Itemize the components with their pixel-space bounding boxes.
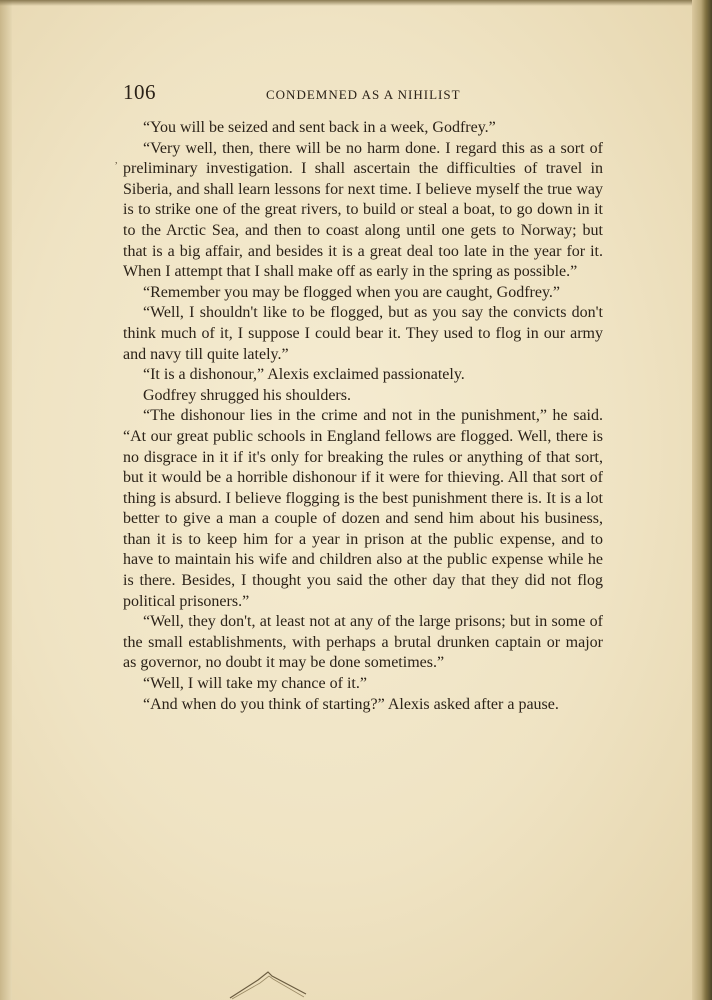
paragraph: “And when do you think of starting?” Alexis asked after a pause. [143,695,559,713]
paragraph: “The dishonour lies in the crime and not in the punishment,” he said. “At our great public schools in England fellows are flogged. Well, there is no disgrace in it if it's only for breaking the rules or anything of that sort, but it would be a horrible dishonour if it were for thieving. All that sort of thing is absurd. I believe flogging is the best punishment there is. It is a lot better to give a man a couple of dozen and send him about his business, than it is to keep him for a year in prison at the public expense, and to have to maintain his wife and children also at the public expense while he is there. Besides, I thought you said the other day that they did not flog political prisoners.” [123,407,603,610]
paragraph: “Remember you may be flogged when you are caught, Godfrey.” [143,283,561,301]
page-number: 106 [123,80,156,104]
margin-mark: , [115,155,118,166]
running-title: CONDEMNED AS A NIHILIST [266,87,461,102]
page-top-edge [0,0,712,6]
paragraph: “Very well, then, there will be no harm done. I regard this as a sort of preliminary investigation. I shall ascertain the difficulties of travel in Siberia, and shall learn lessons for next time. I believe myself the true way is to strike one of the great rivers, to build or steal a boat, to go down in it to the Arctic Sea, and then to coast along until one gets to Norway; but that is a big affair, and besides it is a great deal too late in the year for it. When I attempt that I shall make off as early in the spring as possible.” [123,139,603,281]
page-header [123,80,603,110]
paragraph: Godfrey shrugged his shoulders. [143,386,351,404]
paragraph: “Well, they don't, at least not at any of the large prisons; but in some of the small establishments, with perhaps a brutal drunken captain or major as governor, no doubt it may be done sometimes.” [123,613,603,672]
paper-tear-mark [228,968,308,1000]
paragraph: “You will be seized and sent back in a week, Godfrey.” [143,119,496,136]
paragraph: “Well, I will take my chance of it.” [143,675,367,693]
paragraph: “Well, I shouldn't like to be flogged, but as you say the convicts don't think much of it, I suppose I could bear it. They used to flog in our army and navy till quite lately.” [123,304,603,363]
body-text [123,118,603,715]
paragraph: “It is a dishonour,” Alexis exclaimed passionately. [143,366,465,384]
